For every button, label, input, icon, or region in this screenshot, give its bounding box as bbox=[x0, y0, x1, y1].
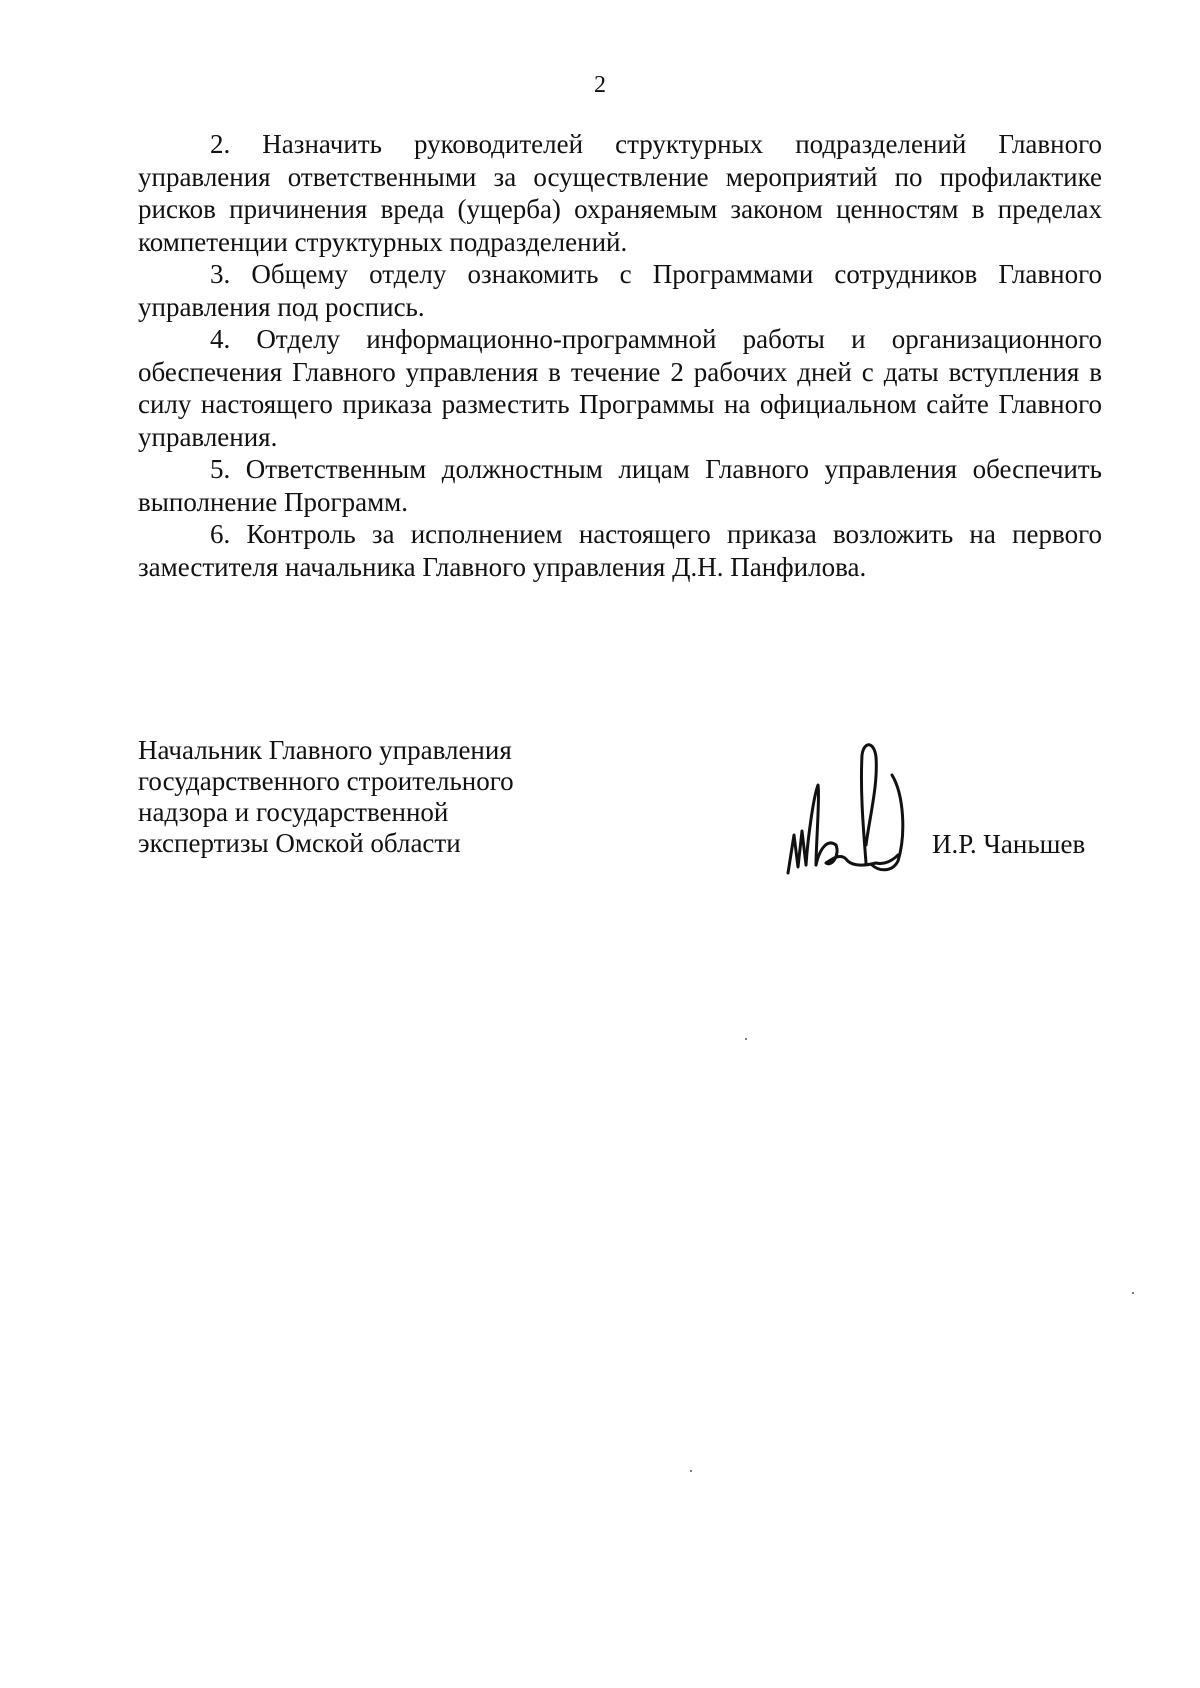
paragraph-3: 3. Общему отделу ознакомить с Программами сотрудников Главного управления под роспись. bbox=[138, 259, 1102, 322]
signatory-name: И.Р. Чаньшев bbox=[932, 829, 1086, 859]
signatory-title bbox=[138, 735, 598, 859]
signatory-title-line: Начальник Главного управления bbox=[138, 735, 512, 765]
document-body bbox=[138, 128, 1102, 583]
paragraph-4: 4. Отделу информационно-программной работы и организационного обеспечения Главного управления в течение 2 рабочих дней с даты вступления в силу настоящего приказа разместить Программы на официальном сайте Главного управления. bbox=[138, 324, 1102, 452]
scan-artifact bbox=[690, 1470, 692, 1472]
signatory-title-line: государственного строительного bbox=[138, 766, 514, 796]
scan-artifact bbox=[1132, 1292, 1134, 1294]
scan-artifact bbox=[745, 1038, 747, 1040]
signatory-title-line: надзора и государственной bbox=[138, 797, 449, 827]
handwritten-signature-icon bbox=[780, 735, 930, 885]
page-number: 2 bbox=[594, 72, 606, 98]
signatory-title-line: экспертизы Омской области bbox=[138, 828, 461, 858]
paragraph-5: 5. Ответственным должностным лицам Главного управления обеспечить выполнение Программ. bbox=[138, 454, 1102, 517]
paragraph-2: 2. Назначить руководителей структурных подразделений Главного управления ответственными за осуществление мероприятий по профилактике рисков причинения вреда (ущерба) охраняемым законом ценностям в пределах компетенции структурных подразделений. bbox=[138, 129, 1102, 257]
paragraph-6: 6. Контроль за исполнением настоящего приказа возложить на первого заместителя начальника Главного управления Д.Н. Панфилова. bbox=[138, 519, 1102, 582]
